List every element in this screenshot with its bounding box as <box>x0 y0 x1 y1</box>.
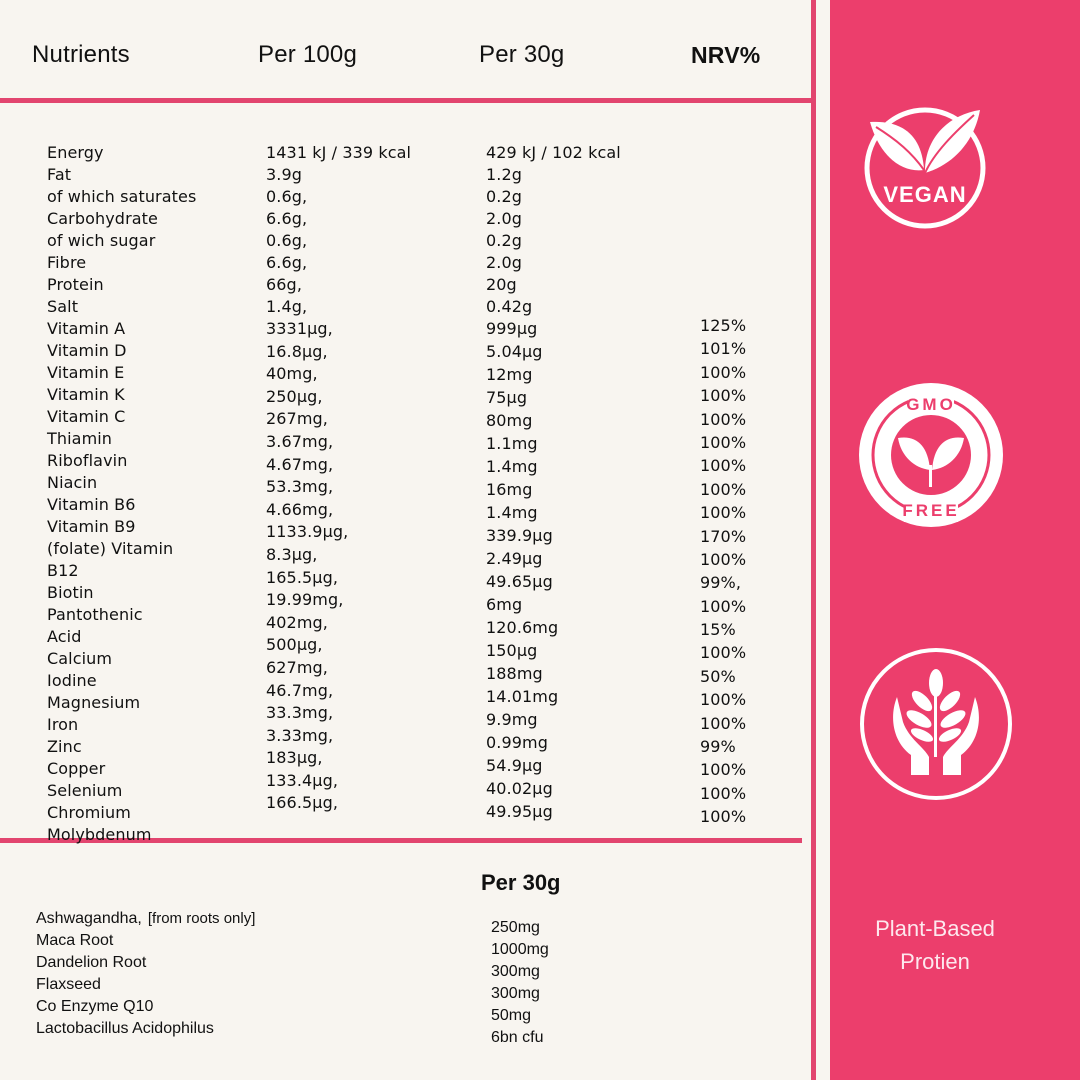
herb-name: Co Enzyme Q10 <box>36 998 154 1015</box>
nrv-value: 15% <box>700 620 736 640</box>
herb-row <box>36 908 255 930</box>
per-100g-column <box>266 142 411 815</box>
header-divider <box>0 98 811 103</box>
nrv-value: 99% <box>700 737 736 757</box>
header-per-100g: Per 100g <box>258 41 358 68</box>
per-100g-value: 1.4g, <box>266 297 308 316</box>
nrv-value: 100% <box>700 783 747 803</box>
herb-value: 250mg <box>491 919 540 936</box>
nutrient-name: Acid <box>47 627 82 646</box>
per-30g-value: 1.1mg <box>486 434 538 453</box>
per-100g-value: 6.6g, <box>266 253 308 272</box>
per-100g-value: 4.66mg, <box>266 499 334 519</box>
per-100g-value: 500µg, <box>266 635 323 655</box>
nrv-value: 100% <box>700 362 747 382</box>
svg-text:VEGAN: VEGAN <box>883 182 967 207</box>
nrv-value: 100% <box>700 549 747 569</box>
per-30g-value: 0.2g <box>486 231 523 250</box>
nutrient-name: Iodine <box>47 671 97 690</box>
nrv-value: 100% <box>700 386 747 406</box>
nutrient-name: Zinc <box>47 737 82 756</box>
per-100g-value: 66g, <box>266 275 303 294</box>
per-100g-value: 627mg, <box>266 657 328 677</box>
nutrient-name: Fibre <box>47 253 87 272</box>
herb-values-column <box>491 917 549 1049</box>
per-100g-value: 1431 kJ / 339 kcal <box>266 143 412 162</box>
per-100g-value: 166.5µg, <box>266 793 339 813</box>
per-30g-value: 49.95µg <box>486 802 553 821</box>
per-100g-value: 46.7mg, <box>266 680 334 700</box>
per-100g-value: 165.5µg, <box>266 567 339 587</box>
svg-text:FREE: FREE <box>902 501 960 520</box>
nutrient-name: Calcium <box>47 649 113 668</box>
nutrient-name: Vitamin B9 <box>47 517 136 536</box>
nutrient-name: Protein <box>47 275 104 294</box>
nrv-value: 100% <box>700 409 747 429</box>
per-30g-value: 188mg <box>486 664 543 683</box>
per-30g-value: 150µg <box>486 641 538 660</box>
plant-label-line1: Plant-Based <box>875 916 995 941</box>
herb-value: 300mg <box>491 963 540 980</box>
nrv-value: 100% <box>700 643 747 663</box>
nutrient-name: Biotin <box>47 583 94 602</box>
per-30g-value: 16mg <box>486 480 533 499</box>
herb-note: [from roots only] <box>147 910 256 927</box>
herb-row <box>36 974 255 996</box>
per-100g-value: 133.4µg, <box>266 770 339 790</box>
nutrient-name: Energy <box>47 143 104 162</box>
per-30g-column <box>486 142 621 824</box>
herb-name: Dandelion Root <box>36 954 147 971</box>
per-100g-value: 16.8µg, <box>266 341 328 361</box>
per-100g-value: 4.67mg, <box>266 454 334 474</box>
nrv-value: 100% <box>700 503 747 523</box>
nutrient-name: Vitamin C <box>47 407 126 426</box>
per-100g-value: 19.99mg, <box>266 590 344 610</box>
nutrient-name: Vitamin D <box>47 341 127 360</box>
nrv-value: 100% <box>700 713 747 733</box>
per-30g-value: 999µg <box>486 319 538 338</box>
svg-text:GMO: GMO <box>906 395 956 414</box>
section2-title: Per 30g <box>481 870 561 895</box>
nutrient-name: of which saturates <box>47 187 197 206</box>
herb-row <box>36 996 255 1018</box>
plant-hands-badge-icon <box>859 647 1013 801</box>
nrv-value: 100% <box>700 479 747 499</box>
nrv-value: 100% <box>700 596 747 616</box>
per-100g-value: 6.6g, <box>266 209 308 228</box>
nutrient-name: Selenium <box>47 781 123 800</box>
herb-name: Lactobacillus Acidophilus <box>36 1020 214 1037</box>
nutrient-name: Magnesium <box>47 693 141 712</box>
per-100g-value: 183µg, <box>266 748 323 768</box>
gmo-free-badge-icon <box>856 380 1006 530</box>
header-nutrients: Nutrients <box>32 41 130 68</box>
per-30g-value: 20g <box>486 275 517 294</box>
nrv-value: 100% <box>700 456 747 476</box>
plant-label-line2: Protien <box>900 949 970 974</box>
nutrient-name: Vitamin A <box>47 319 126 338</box>
nrv-value: 100% <box>700 690 747 710</box>
per-30g-value: 9.9mg <box>486 710 538 729</box>
nrv-value: 125% <box>700 316 747 335</box>
header-nrv: NRV% <box>691 42 761 68</box>
per-30g-value: 75µg <box>486 388 528 407</box>
nutrient-name: Pantothenic <box>47 605 143 624</box>
herb-names-column <box>36 908 255 1040</box>
herb-value: 300mg <box>491 985 540 1002</box>
nutrient-name: of wich sugar <box>47 231 156 250</box>
herb-name: Ashwagandha, <box>36 910 142 927</box>
nrv-value: 50% <box>700 666 736 686</box>
nutrient-name: Niacin <box>47 473 98 492</box>
per-100g-value: 3.67mg, <box>266 431 334 451</box>
per-100g-value: 250µg, <box>266 386 323 406</box>
nutrient-name: Salt <box>47 297 79 316</box>
nutrient-name: Vitamin E <box>47 363 125 382</box>
nutrient-name: Chromium <box>47 803 131 822</box>
nrv-value: 100% <box>700 807 747 827</box>
nutrient-name: Carbohydrate <box>47 209 158 228</box>
per-30g-value: 1.4mg <box>486 503 538 522</box>
herb-value: 1000mg <box>491 941 549 958</box>
nutrient-name: (folate) Vitamin <box>47 539 174 558</box>
nutrient-name: Fat <box>47 165 72 184</box>
nutrient-name: Molybdenum <box>47 825 152 844</box>
per-100g-value: 0.6g, <box>266 187 308 206</box>
nrv-value: 101% <box>700 339 747 359</box>
herb-row <box>36 952 255 974</box>
per-100g-value: 3.9g <box>266 165 303 184</box>
herb-row <box>36 1018 255 1040</box>
nrv-value: 99%, <box>700 573 742 593</box>
per-30g-value: 14.01mg <box>486 687 559 706</box>
per-30g-value: 2.0g <box>486 209 523 228</box>
herb-row <box>36 930 255 952</box>
nutrient-name: Iron <box>47 715 79 734</box>
per-100g-value: 402mg, <box>266 612 328 632</box>
per-100g-value: 8.3µg, <box>266 544 318 564</box>
per-100g-value: 3.33mg, <box>266 725 334 745</box>
nutrient-names-column <box>47 142 196 846</box>
per-100g-value: 267mg, <box>266 409 328 429</box>
per-30g-value: 12mg <box>486 365 533 384</box>
herb-name: Flaxseed <box>36 976 101 993</box>
per-100g-value: 1133.9µg, <box>266 522 349 542</box>
per-30g-value: 2.0g <box>486 253 523 272</box>
herb-name: Maca Root <box>36 932 114 949</box>
per-30g-value: 0.42g <box>486 297 533 316</box>
herb-value: 50mg <box>491 1007 532 1024</box>
herb-value: 6bn cfu <box>491 1029 544 1046</box>
per-100g-value: 3331µg, <box>266 319 333 338</box>
nrv-value: 100% <box>700 760 747 780</box>
per-30g-value: 0.99mg <box>486 733 548 752</box>
nutrient-name: Copper <box>47 759 106 778</box>
per-30g-value: 5.04µg <box>486 342 543 361</box>
plant-based-label <box>840 912 1030 978</box>
per-100g-value: 40mg, <box>266 364 318 384</box>
header-per-30g: Per 30g <box>479 41 565 68</box>
per-30g-value: 80mg <box>486 411 533 430</box>
per-30g-value: 1.4mg <box>486 457 538 476</box>
nutrient-name: Riboflavin <box>47 451 128 470</box>
per-100g-value: 33.3mg, <box>266 703 334 723</box>
vegan-badge-icon <box>862 105 988 231</box>
per-30g-value: 120.6mg <box>486 618 559 637</box>
nutrient-name: B12 <box>47 561 79 580</box>
nutrient-name: Vitamin B6 <box>47 495 136 514</box>
per-30g-value: 49.65µg <box>486 572 553 591</box>
vertical-divider <box>811 0 816 1080</box>
per-30g-value: 1.2g <box>486 165 523 184</box>
nutrient-name: Vitamin K <box>47 385 125 404</box>
per-30g-value: 6mg <box>486 595 523 614</box>
per-100g-value: 0.6g, <box>266 231 308 250</box>
nutrient-name: Thiamin <box>47 429 113 448</box>
nrv-column <box>700 314 746 829</box>
per-30g-value: 2.49µg <box>486 549 543 568</box>
nrv-value: 170% <box>700 526 747 546</box>
per-30g-value: 40.02µg <box>486 779 553 798</box>
per-100g-value: 53.3mg, <box>266 477 334 497</box>
per-30g-value: 339.9µg <box>486 526 553 545</box>
per-30g-value: 0.2g <box>486 187 523 206</box>
per-30g-value: 54.9µg <box>486 756 543 775</box>
nrv-value: 100% <box>700 432 747 452</box>
per-30g-value: 429 kJ / 102 kcal <box>486 143 621 162</box>
